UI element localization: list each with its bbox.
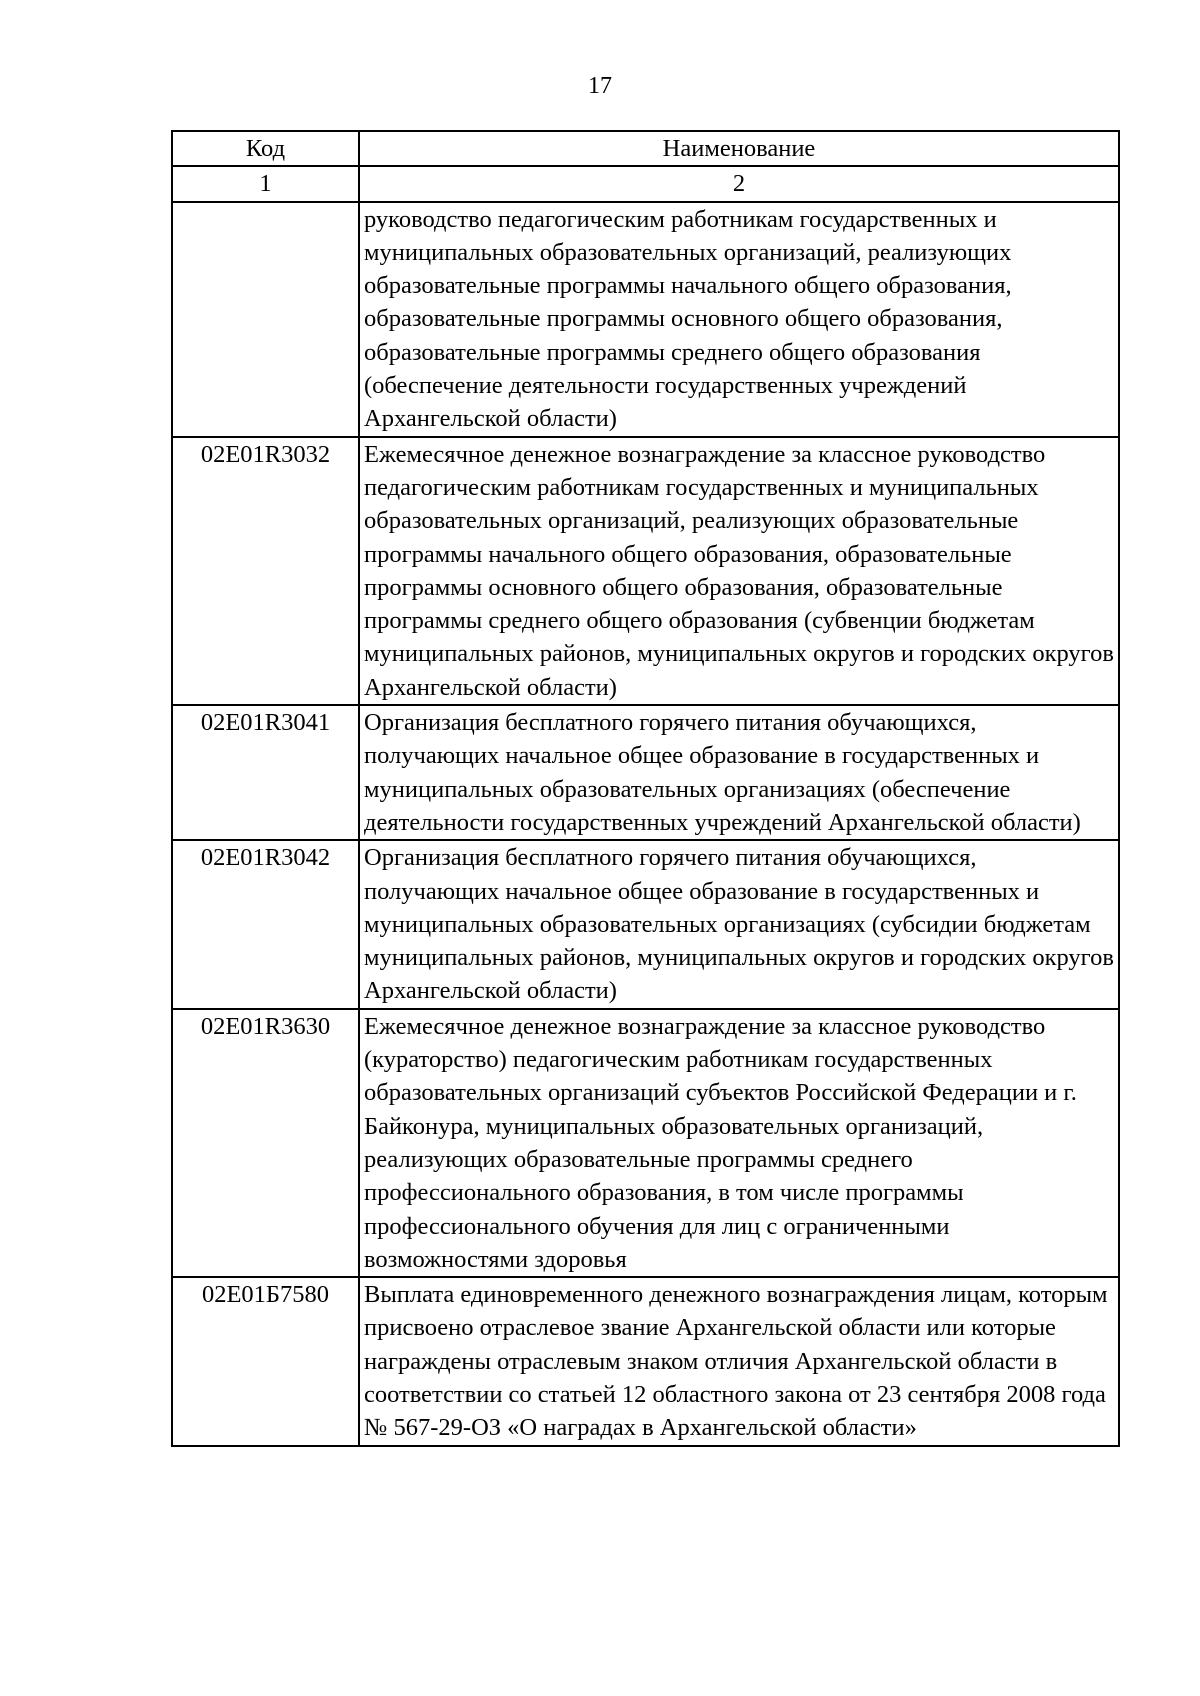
row-name: Организация бесплатного горячего питания обучающихся, получающих начальное общее образование в государственных и муниципальных образовательных организациях (субсидии бюджетам муниципальных районов, муниципальных округов и городских округов Архангельской области) (359, 840, 1119, 1008)
table-row (172, 1277, 1119, 1445)
budget-code-table (171, 130, 1120, 1447)
table-row (172, 705, 1119, 840)
table-header-row (172, 131, 1119, 166)
table-row (172, 437, 1119, 705)
table-column-number-row (172, 166, 1119, 201)
row-name: Выплата единовременного денежного вознаграждения лицам, которым присвоено отраслевое звание Архангельской области или которые награждены отраслевым знаком отличия Архангельской области в соответствии со статьей 12 областного закона от 23 сентября 2008 года № 567-29-ОЗ «О наградах в Архангельской области» (359, 1277, 1119, 1445)
row-name: Ежемесячное денежное вознаграждение за классное руководство (кураторство) педагогическим работникам государственных образовательных организаций субъектов Российской Федерации и г. Байконура, муниципальных образовательных организаций, реализующих образовательные программы среднего профессионального образования, в том числе программы профессионального обучения для лиц с ограниченными возможностями здоровья (359, 1009, 1119, 1277)
row-code (172, 202, 359, 437)
row-code: 02Е01R3630 (172, 1009, 359, 1277)
row-code: 02Е01Б7580 (172, 1277, 359, 1445)
row-code: 02Е01R3041 (172, 705, 359, 840)
column-number-1: 1 (172, 166, 359, 201)
row-name: Организация бесплатного горячего питания обучающихся, получающих начальное общее образование в государственных и муниципальных образовательных организациях (обеспечение деятельности государственных учреждений Архангельской области) (359, 705, 1119, 840)
row-code: 02Е01R3042 (172, 840, 359, 1008)
page-number: 17 (588, 73, 612, 99)
header-name: Наименование (359, 131, 1119, 166)
header-code: Код (172, 131, 359, 166)
row-name: руководство педагогическим работникам государственных и муниципальных образовательных организаций, реализующих образовательные программы начального общего образования, образовательные программы основного общего образования, образовательные программы среднего общего образования (обеспечение деятельности государственных учреждений Архангельской области) (359, 202, 1119, 437)
column-number-2: 2 (359, 166, 1119, 201)
table-row (172, 202, 1119, 437)
row-name: Ежемесячное денежное вознаграждение за классное руководство педагогическим работникам государственных и муниципальных образовательных организаций, реализующих образовательные программы начального общего образования, образовательные программы основного общего образования, образовательные программы среднего общего образования (субвенции бюджетам муниципальных районов, муниципальных округов и городских округов Архангельской области) (359, 437, 1119, 705)
row-code: 02Е01R3032 (172, 437, 359, 705)
table-row (172, 1009, 1119, 1277)
table-row (172, 840, 1119, 1008)
